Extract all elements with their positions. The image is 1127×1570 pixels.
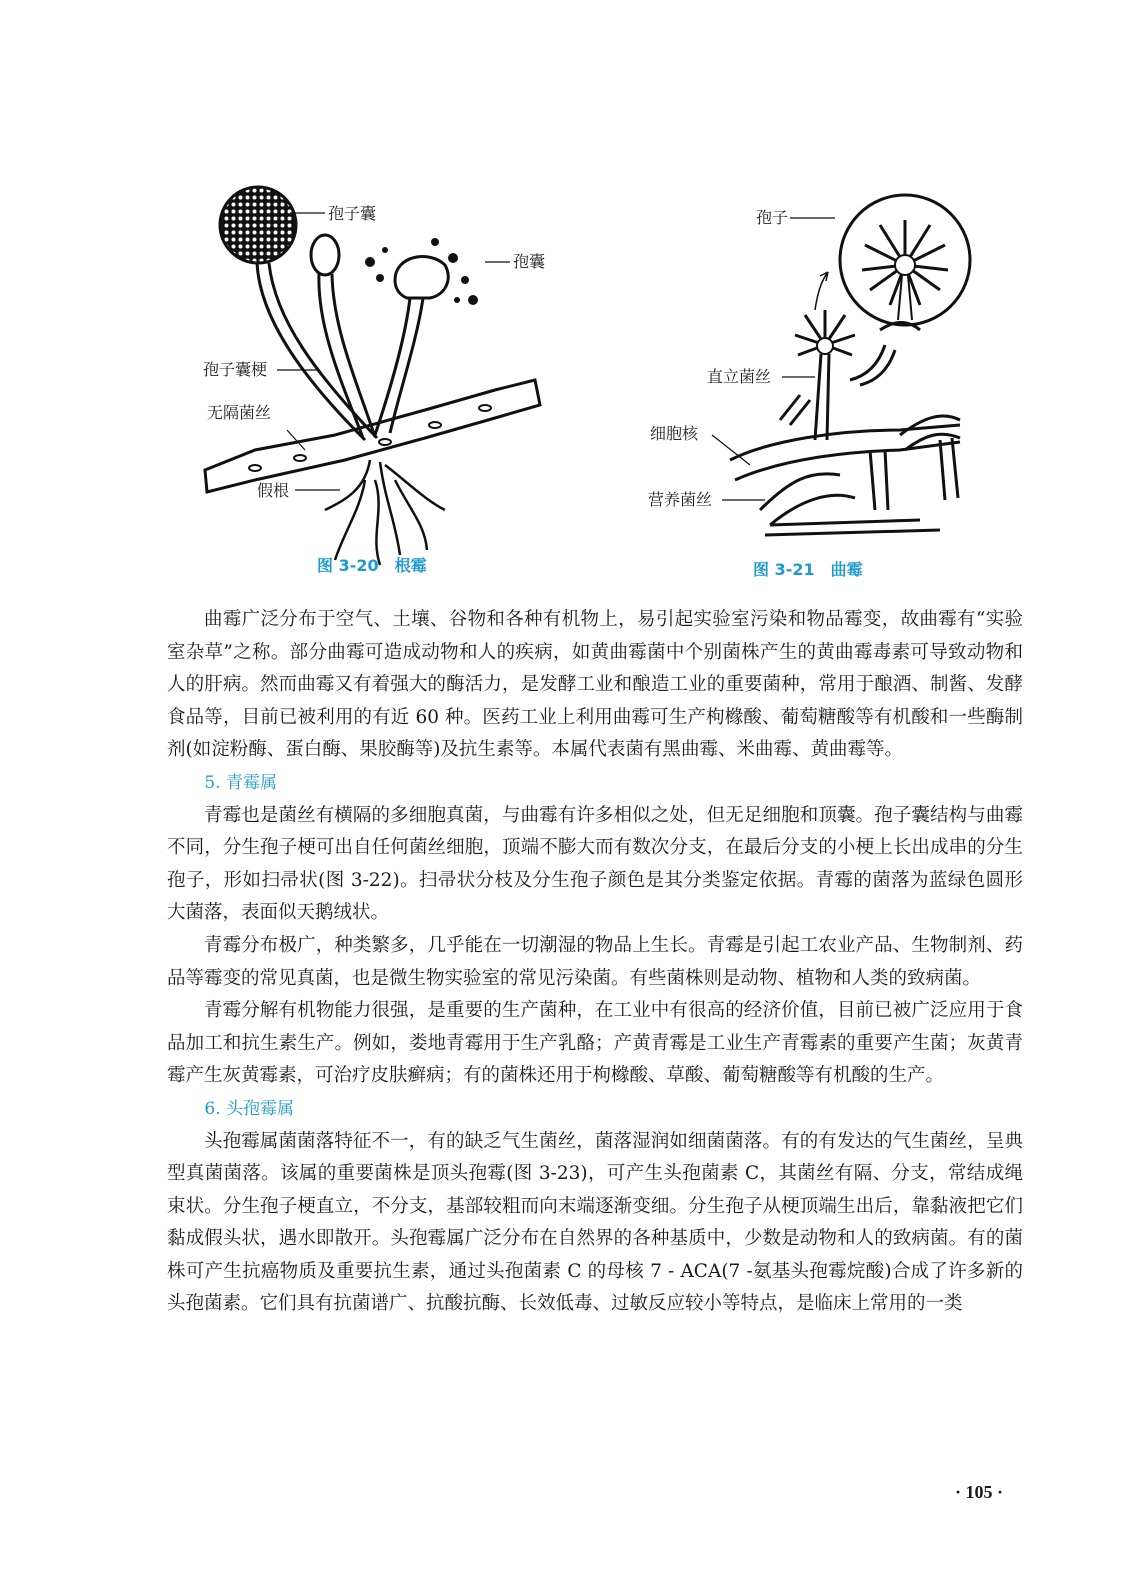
label-nucleus: 细胞核 (650, 424, 699, 443)
label-vegetative-hyphae: 营养菌丝 (648, 490, 713, 509)
aspergillus-illustration (640, 180, 980, 580)
label-spore: 孢子 (756, 208, 789, 227)
figure-rhizopus (195, 180, 575, 580)
label-spore-sac: 孢囊 (513, 252, 546, 271)
paragraph-aspergillus-uses: 曲霉广泛分布于空气、土壤、谷物和各种有机物上，易引起实验室污染和物品霉变，故曲霉有“实验室杂草”之称。部分曲霉可造成动物和人的疾病，如黄曲霉菌中个别菌株产生的黄曲霉毒素可导致动物和人的肝病。然而曲霉又有着强大的酶活力，是发酵工业和酿造工业的重要菌种，常用于酿酒、制酱、发酵食品等，目前已被利用的有近 60 种。医药工业上利用曲霉可生产枸橼酸、葡萄糖酸等有机酸和一些酶制剂(如淀粉酶、蛋白酶、果胶酶等)及抗生素等。本属代表菌有黑曲霉、米曲霉、黄曲霉等。 (167, 609, 1023, 761)
paragraph-cephalosporium: 头孢霉属菌菌落特征不一，有的缺乏气生菌丝，菌落湿润如细菌菌落。有的有发达的气生菌丝，呈典型真菌菌落。该属的重要菌株是顶头孢霉(图 3-23)，可产生头孢菌素 C，其菌丝有隔、分支，常结成绳束状。分生孢子梗直立，不分支，基部较粗而向末端逐渐变细。分生孢子从梗顶端生出后，靠黏液把它们黏成假头状，遇水即散开。头孢霉属广泛分布在自然界的各种基质中，少数是动物和人的致病菌。有的菌株可产生抗癌物质及重要抗生素，通过头孢菌素 C 的母核 7 - ACA(7 -氨基头孢霉烷酸)合成了许多新的头孢菌素。它们具有抗菌谱广、抗酸抗酶、长效低毒、过敏反应较小等特点，是临床上常用的一类 (167, 1130, 1023, 1315)
caption-fig-3-21: 图 3-21 曲霉 (753, 560, 863, 579)
rhizopus-illustration (195, 180, 575, 580)
label-aseptate-hyphae: 无隔菌丝 (207, 403, 272, 422)
caption-fig-3-20: 图 3-20 根霉 (317, 556, 427, 575)
label-sporangium: 孢子囊 (328, 204, 377, 223)
paragraph-penicillium-uses: 青霉分解有机物能力很强，是重要的生产菌种，在工业中有很高的经济价值，目前已被广泛应用于食品加工和抗生素生产。例如，娄地青霉用于生产乳酪；产黄青霉是工业生产青霉素的重要产生菌；灰黄青霉产生灰黄霉素，可治疗皮肤癣病；有的菌株还用于枸橼酸、草酸、葡萄糖酸等有机酸的生产。 (167, 1000, 1023, 1087)
figures-area (0, 0, 1127, 600)
label-sporangiophore: 孢子囊梗 (203, 360, 268, 379)
label-erect-hyphae: 直立菌丝 (707, 367, 772, 386)
page-number: · 105 · (955, 1482, 1004, 1502)
body-text (167, 604, 1023, 1321)
figure-aspergillus (640, 180, 980, 580)
label-rhizoid: 假根 (257, 481, 290, 500)
paragraph-penicillium-structure: 青霉也是菌丝有横隔的多细胞真菌，与曲霉有许多相似之处，但无足细胞和顶囊。孢子囊结构与曲霉不同，分生孢子梗可出自任何菌丝细胞，顶端不膨大而有数次分支，在最后分支的小梗上长出成串的分生孢子，形如扫帚状(图 3-22)。扫帚状分枝及分生孢子颜色是其分类鉴定依据。青霉的菌落为蓝绿色圆形大菌落，表面似天鹅绒状。 (167, 804, 1023, 924)
heading-penicillium: 5. 青霉属 (204, 772, 278, 793)
heading-cephalosporium: 6. 头孢霉属 (204, 1098, 295, 1119)
paragraph-penicillium-distribution: 青霉分布极广，种类繁多，几乎能在一切潮湿的物品上生长。青霉是引起工农业产品、生物制剂、药品等霉变的常见真菌，也是微生物实验室的常见污染菌。有些菌株则是动物、植物和人类的致病菌。 (167, 934, 1023, 989)
